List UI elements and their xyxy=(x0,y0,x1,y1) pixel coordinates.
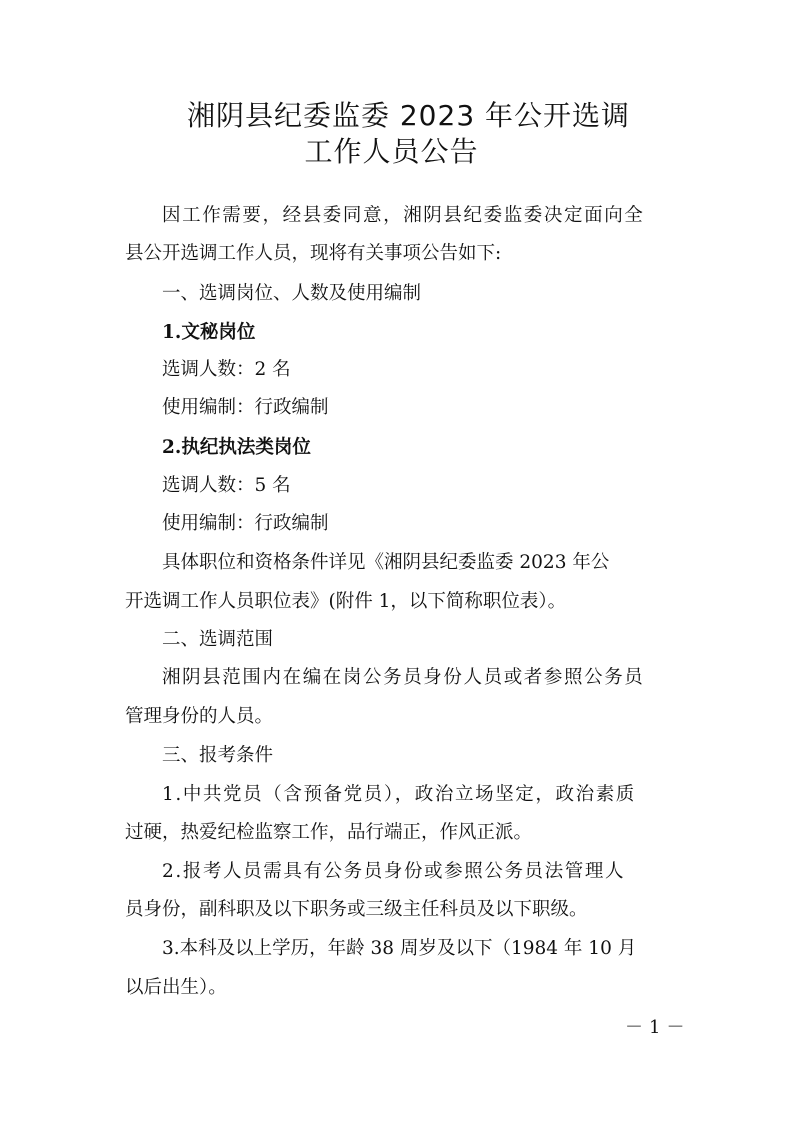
details-line-1: 具体职位和资格条件详见《湘阴县纪委监委 2023 年公 xyxy=(162,552,610,573)
post-1-staffing: 使用编制：行政编制 xyxy=(162,397,329,418)
post-2-staffing: 使用编制：行政编制 xyxy=(162,513,329,534)
section-1-heading: 一、选调岗位、人数及使用编制 xyxy=(162,283,422,304)
post-2-count: 选调人数：5 名 xyxy=(162,475,291,496)
condition-1-line-1: 1.中共党员（含预备党员），政治立场坚定，政治素质 xyxy=(162,784,636,805)
condition-2-line-2: 员身份，副科职及以下职务或三级主任科员及以下职级。 xyxy=(125,899,588,920)
condition-2-line-1: 2.报考人员需具有公务员身份或参照公务员法管理人 xyxy=(162,861,626,882)
details-line-2: 开选调工作人员职位表》(附件 1，以下简称职位表）。 xyxy=(125,591,567,612)
section-3-heading: 三、报考条件 xyxy=(162,745,274,766)
post-1-title: 1.文秘岗位 xyxy=(162,322,256,343)
condition-3-line-1: 3.本科及以上学历，年龄 38 周岁及以下（1984 年 10 月 xyxy=(162,938,637,959)
intro-paragraph-line-2: 县公开选调工作人员，现将有关事项公告如下: xyxy=(125,243,502,264)
intro-paragraph-line-1: 因工作需要，经县委同意，湘阴县纪委监委决定面向全 xyxy=(162,205,645,226)
document-title-line-1: 湘阴县纪委监委 2023 年公开选调 xyxy=(186,99,631,132)
section-2-body-line-1: 湘阴县范围内在编在岗公务员身份人员或者参照公务员 xyxy=(162,667,645,688)
condition-1-line-2: 过硬，热爱纪检监察工作，品行端正，作风正派。 xyxy=(125,822,533,843)
section-2-body-line-2: 管理身份的人员。 xyxy=(125,706,274,727)
condition-3-line-2: 以后出生）。 xyxy=(125,977,227,998)
section-2-heading: 二、选调范围 xyxy=(162,629,274,650)
document-title-line-2: 工作人员公告 xyxy=(304,135,479,168)
post-1-count: 选调人数：2 名 xyxy=(162,359,291,380)
page-number: －1－ xyxy=(625,1017,691,1038)
post-2-title: 2.执纪执法类岗位 xyxy=(162,437,311,458)
